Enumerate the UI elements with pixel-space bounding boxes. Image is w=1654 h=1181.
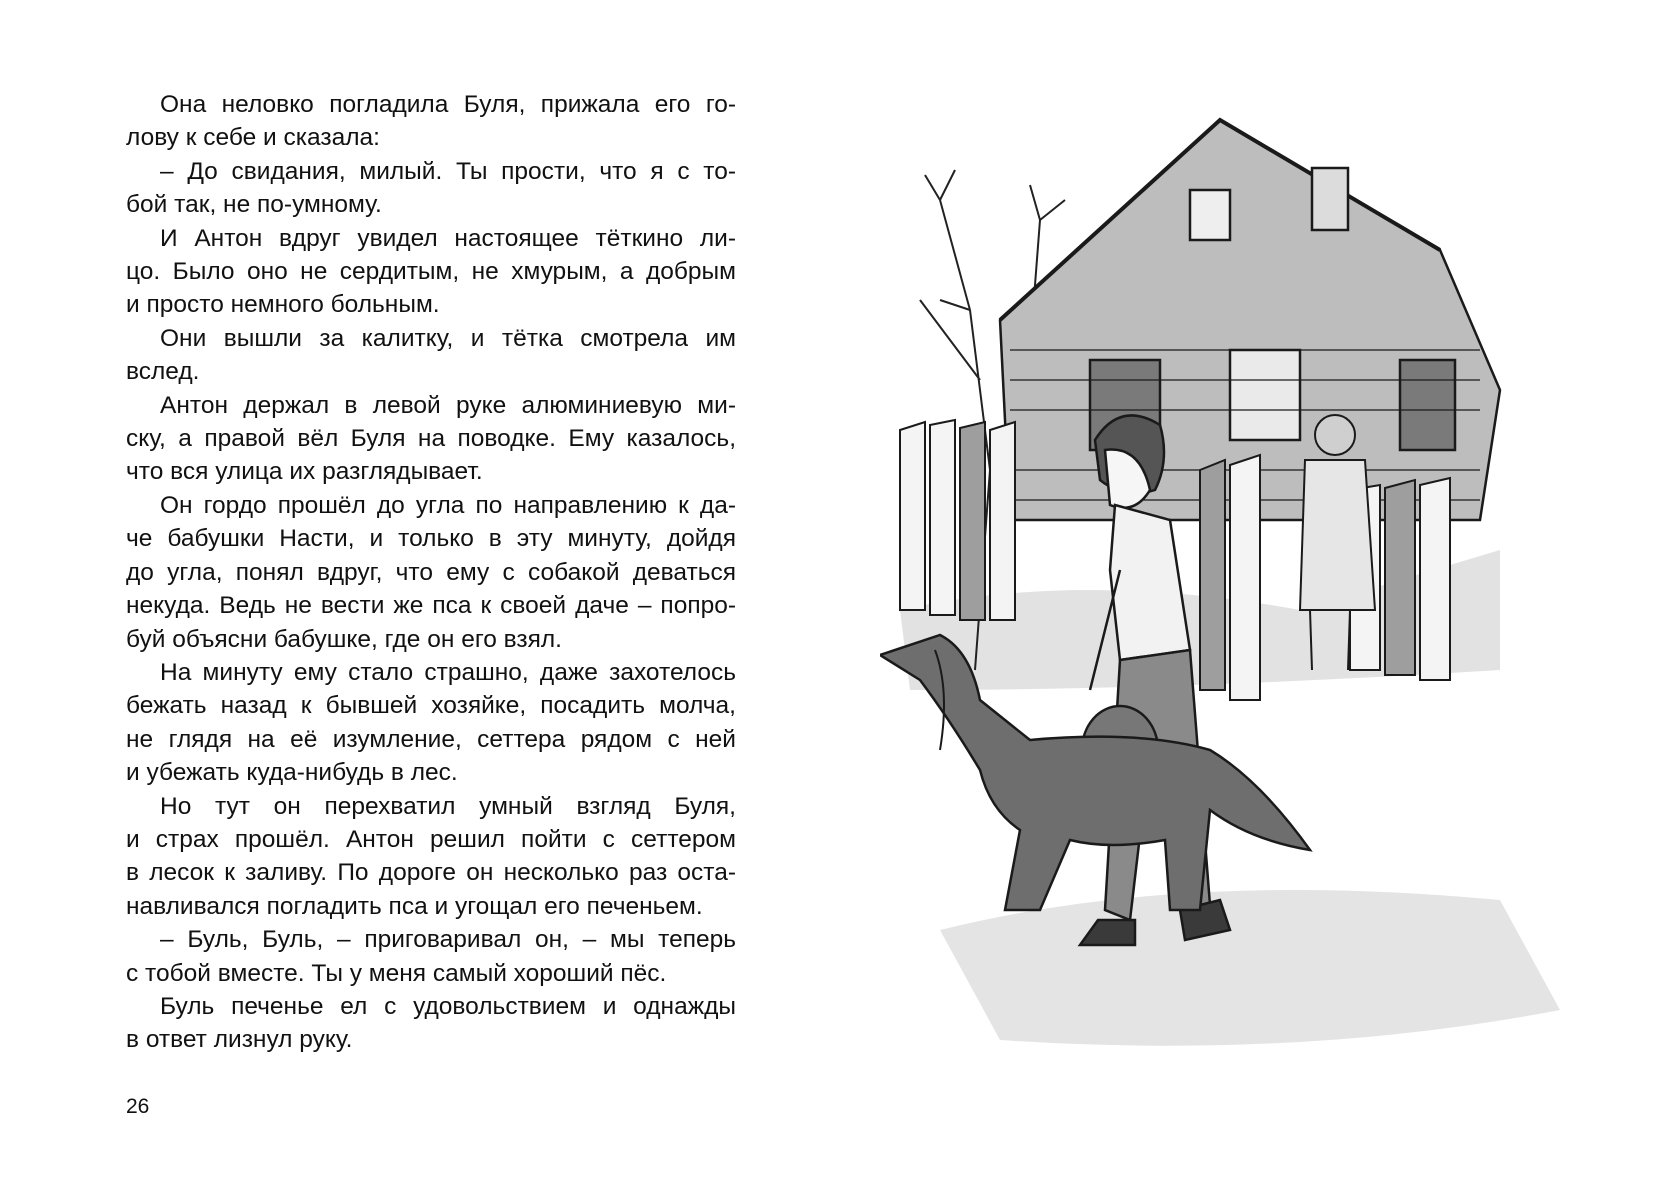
text-line: На минуту ему стало страшно, даже захотелось	[160, 658, 736, 686]
text-line: Но тут он перехватил умный взгляд Буля,	[160, 792, 736, 820]
text-line: в ответ лизнул руку.	[126, 1026, 353, 1054]
text-line: цо. Было оно не сердитым, не хмурым, а добрым	[126, 258, 736, 286]
text-line: и просто немного больным.	[126, 291, 440, 319]
text-line: – До свидания, милый. Ты прости, что я с то-	[160, 157, 736, 185]
text-line: что вся улица их разглядывает.	[126, 458, 483, 486]
text-column	[126, 88, 736, 1057]
page-number: 26	[126, 1095, 150, 1118]
text-line: ску, а правой вёл Буля на поводке. Ему казалось,	[126, 425, 736, 453]
text-line: лову к себе и сказала:	[126, 124, 380, 152]
text-line: вслед.	[126, 358, 200, 386]
text-line: Они вышли за калитку, и тётка смотрела им	[160, 324, 736, 352]
text-line: – Буль, Буль, – приговаривал он, – мы теперь	[160, 926, 736, 954]
text-line: Она неловко погладила Буля, прижала его го-	[160, 91, 736, 118]
text-line: некуда. Ведь не вести же пса к своей даче – попро-	[126, 592, 736, 620]
text-line: с тобой вместе. Ты у меня самый хороший пёс.	[126, 959, 667, 987]
text-line: до угла, понял вдруг, что ему с собакой деваться	[126, 558, 736, 586]
text-line: Буль печенье ел с удовольствием и однажды	[160, 992, 736, 1020]
text-line: не глядя на её изумление, сеттера рядом с ней	[126, 725, 736, 753]
text-line: бой так, не по-умному.	[126, 191, 382, 219]
text-line: буй объясни бабушке, где он его взял.	[126, 625, 562, 653]
text-line: Он гордо прошёл до угла по направлению к да-	[160, 491, 736, 519]
text-line: и убежать куда-нибудь в лес.	[126, 759, 458, 787]
text-line: че бабушки Насти, и только в эту минуту, дойдя	[126, 525, 736, 553]
text-line: навливался погладить пса и угощал его печеньем.	[126, 892, 703, 920]
text-line: в лесок к заливу. По дороге он несколько раз оста-	[126, 859, 736, 887]
text-line: И Антон вдруг увидел настоящее тёткино ли-	[160, 224, 736, 252]
text-line: бежать назад к бывшей хозяйке, посадить молча,	[126, 692, 736, 720]
illustration	[880, 50, 1600, 1130]
text-line: Антон держал в левой руке алюминиевую ми-	[160, 391, 736, 419]
text-line: и страх прошёл. Антон решил пойти с сеттером	[126, 825, 736, 853]
